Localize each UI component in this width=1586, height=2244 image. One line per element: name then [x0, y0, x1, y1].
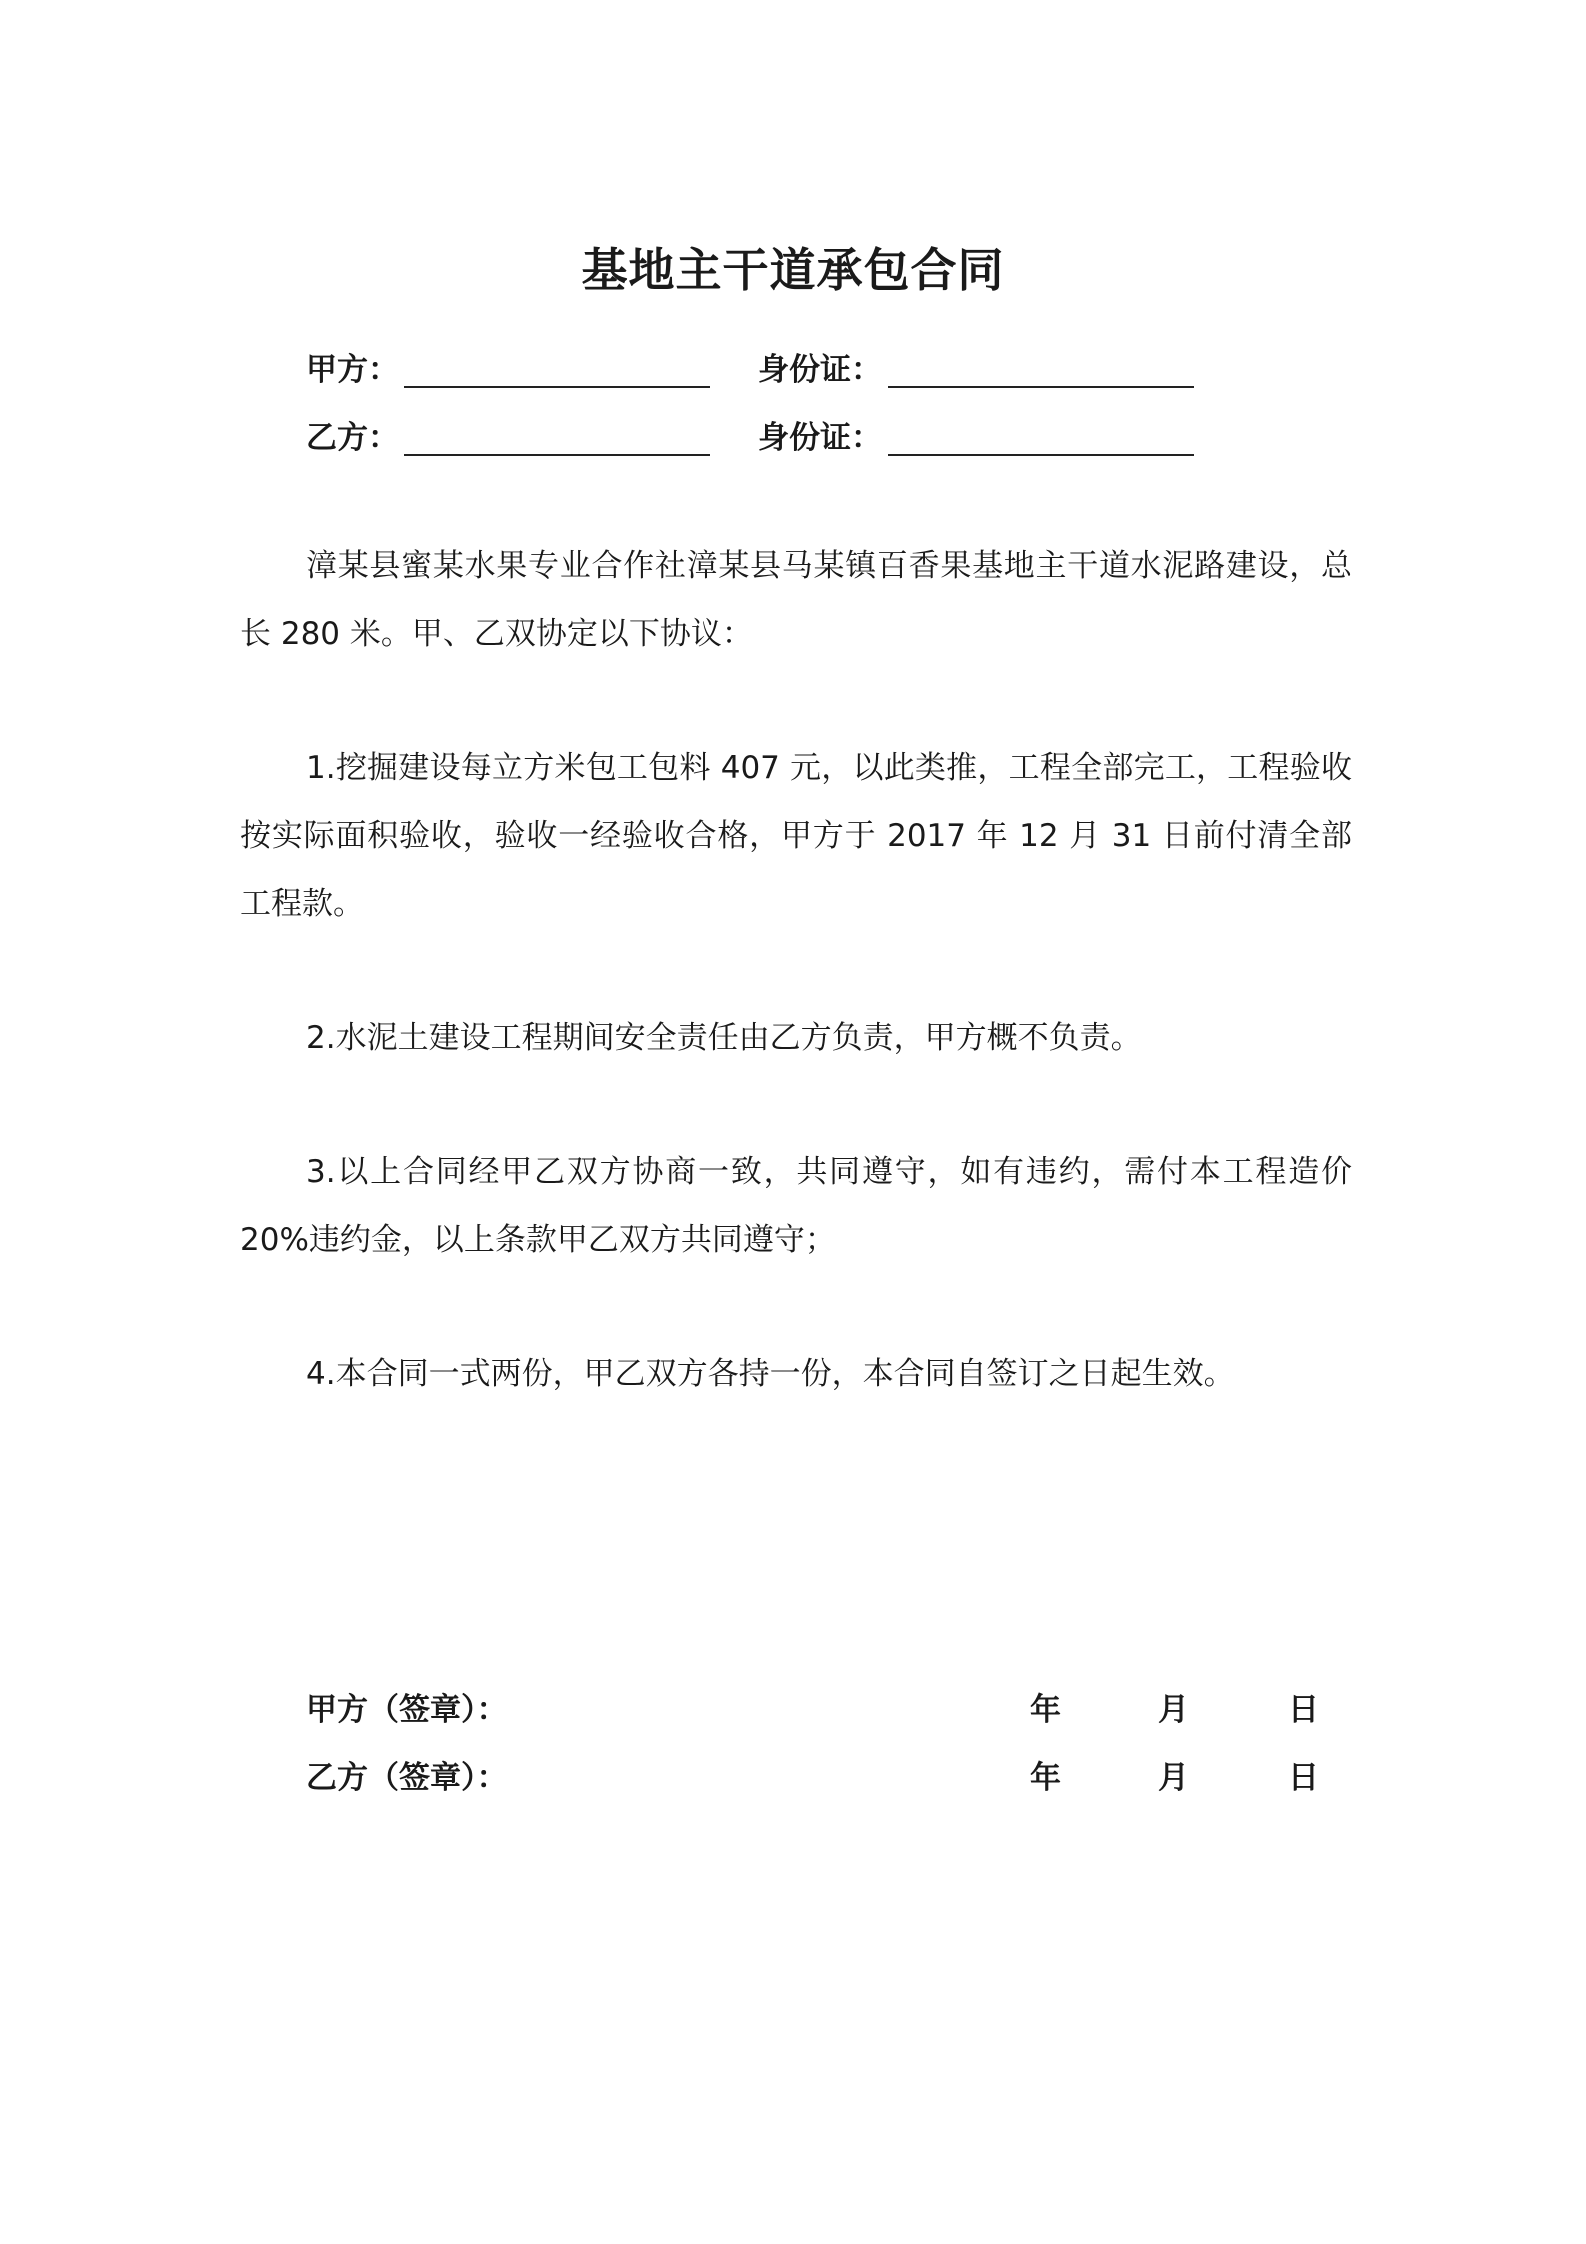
party-b-day-label: 日: [1288, 1760, 1319, 1796]
party-a-month-label: 月: [1158, 1692, 1189, 1728]
intro-paragraph: 漳某县蜜某水果专业合作社漳某县马某镇百香果基地主干道水泥路建设，总长 280 米。甲、乙双协定以下协议：: [240, 548, 1352, 652]
party-a-label: 甲方：: [306, 352, 399, 388]
party-a-row: [0, 344, 1586, 392]
party-b-id-line[interactable]: [888, 454, 1194, 456]
clause-1: 1.挖掘建设每立方米包工包料 407 元，以此类推，工程全部完工，工程验收按实际面积验收，验收一经验收合格，甲方于 2017 年 12 月 31 日前付清全部工程款。: [240, 750, 1352, 922]
clause-2: 2.水泥土建设工程期间安全责任由乙方负责，甲方概不负责。: [306, 1020, 1142, 1056]
party-b-id-label: 身份证：: [758, 420, 882, 456]
party-b-signature-label: 乙方（签章）：: [306, 1760, 508, 1796]
party-b-month-label: 月: [1158, 1760, 1189, 1796]
party-b-row: [0, 412, 1586, 460]
party-a-name-line[interactable]: [404, 386, 710, 388]
party-b-name-line[interactable]: [404, 454, 710, 456]
party-b-label: 乙方：: [306, 420, 399, 456]
party-a-year-label: 年: [1030, 1692, 1061, 1728]
party-a-signature-row: [0, 1684, 1586, 1732]
clause-3: 3.以上合同经甲乙双方协商一致，共同遵守，如有违约，需付本工程造价 20%违约金，以上条款甲乙双方共同遵守；: [240, 1154, 1352, 1258]
party-b-signature-row: [0, 1752, 1586, 1800]
party-a-signature-label: 甲方（签章）：: [306, 1692, 508, 1728]
page-title: 基地主干道承包合同: [581, 243, 1005, 297]
party-b-year-label: 年: [1030, 1760, 1061, 1796]
party-a-id-line[interactable]: [888, 386, 1194, 388]
party-a-day-label: 日: [1288, 1692, 1319, 1728]
clause-4: 4.本合同一式两份，甲乙双方各持一份，本合同自签订之日起生效。: [306, 1356, 1235, 1392]
party-a-id-label: 身份证：: [758, 352, 882, 388]
